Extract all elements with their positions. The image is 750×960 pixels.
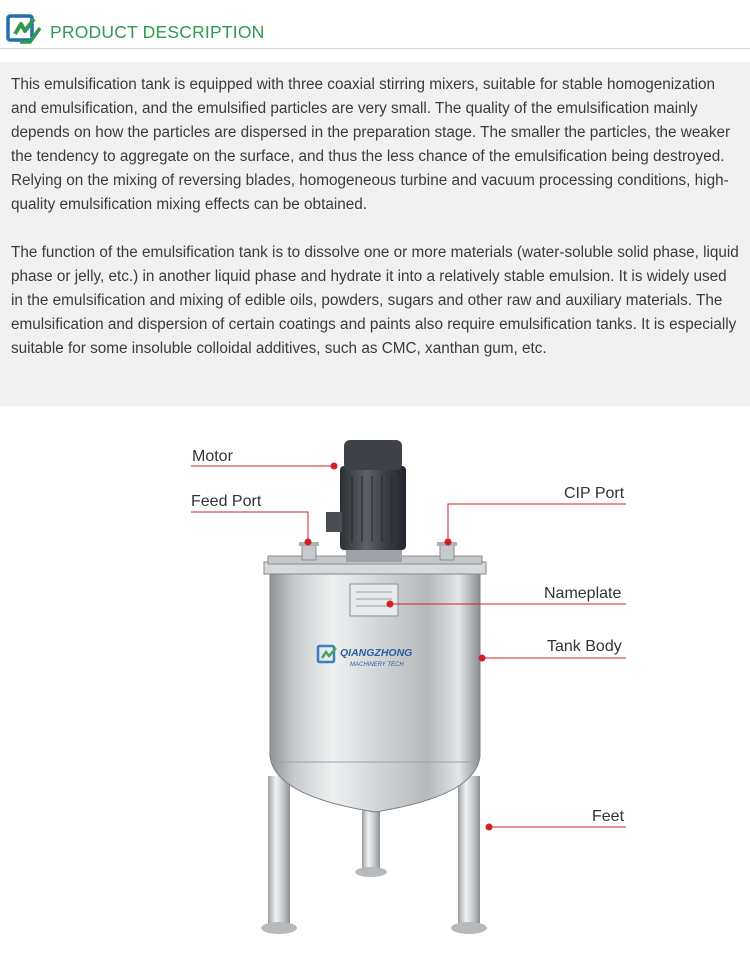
brand-logo-icon — [6, 14, 42, 46]
description-paragraph-1: This emulsification tank is equipped with three coaxial stirring mixers, suitable for stable homogenization and emulsification, and the emulsified particles are very small. The quality of the emulsification mainly depends on how the particles are dispersed in the preparation stage. The smaller the particles, the weaker the tendency to aggregate on the surface, and thus the less chance of the emulsification being destroyed. Relying on the mixing of reversing blades, homogeneous turbine and vacuum processing conditions, high-quality emulsification mixing effects can be obtained. — [11, 76, 731, 213]
callout-dot-feed-port — [305, 539, 312, 546]
header-divider — [0, 48, 750, 49]
callout-dot-feet — [486, 824, 493, 831]
motor-housing — [340, 466, 406, 550]
feed-port-nozzle — [302, 544, 316, 560]
callout-dot-cip-port — [445, 539, 452, 546]
nameplate — [350, 584, 398, 616]
section-title: PRODUCT DESCRIPTION — [50, 22, 265, 42]
leg-left — [268, 776, 290, 926]
label-motor: Motor — [192, 448, 233, 465]
foot-left — [261, 922, 297, 934]
callout-line-cip-port — [448, 504, 626, 541]
watermark-brand: QIANGZHONG — [340, 647, 413, 659]
leg-right — [458, 776, 480, 926]
cip-port-nozzle — [440, 544, 454, 560]
tank-diagram — [0, 406, 750, 960]
label-feed-port: Feed Port — [191, 493, 262, 510]
callout-dot-tank-body — [479, 655, 486, 662]
label-tank-body: Tank Body — [547, 638, 622, 655]
description-panel — [0, 62, 750, 406]
section-header — [0, 0, 750, 62]
callout-line-feed-port — [191, 512, 308, 541]
foot-right — [451, 922, 487, 934]
label-cip-port: CIP Port — [564, 485, 625, 502]
label-nameplate: Nameplate — [544, 585, 622, 602]
leg-back — [362, 806, 380, 872]
watermark-subtitle: MACHINERY TECH — [350, 662, 404, 668]
foot-back — [355, 867, 387, 877]
callout-dot-nameplate — [387, 601, 394, 608]
label-feet: Feet — [592, 808, 625, 825]
callout-dot-motor — [331, 463, 338, 470]
tank-illustration — [0, 406, 750, 960]
description-paragraph-2: The function of the emulsification tank is to dissolve one or more materials (water-soluble solid phase, liquid phase or jelly, etc.) in another liquid phase and hydrate it into a relatively stable emulsion. It is widely used in the emulsification and mixing of edible oils, powders, sugars and other raw and auxiliary materials. The emulsification and dispersion of certain coatings and paints also require emulsification tanks. It is especially suitable for some insoluble colloidal additives, such as CMC, xanthan gum, etc. — [11, 244, 739, 357]
